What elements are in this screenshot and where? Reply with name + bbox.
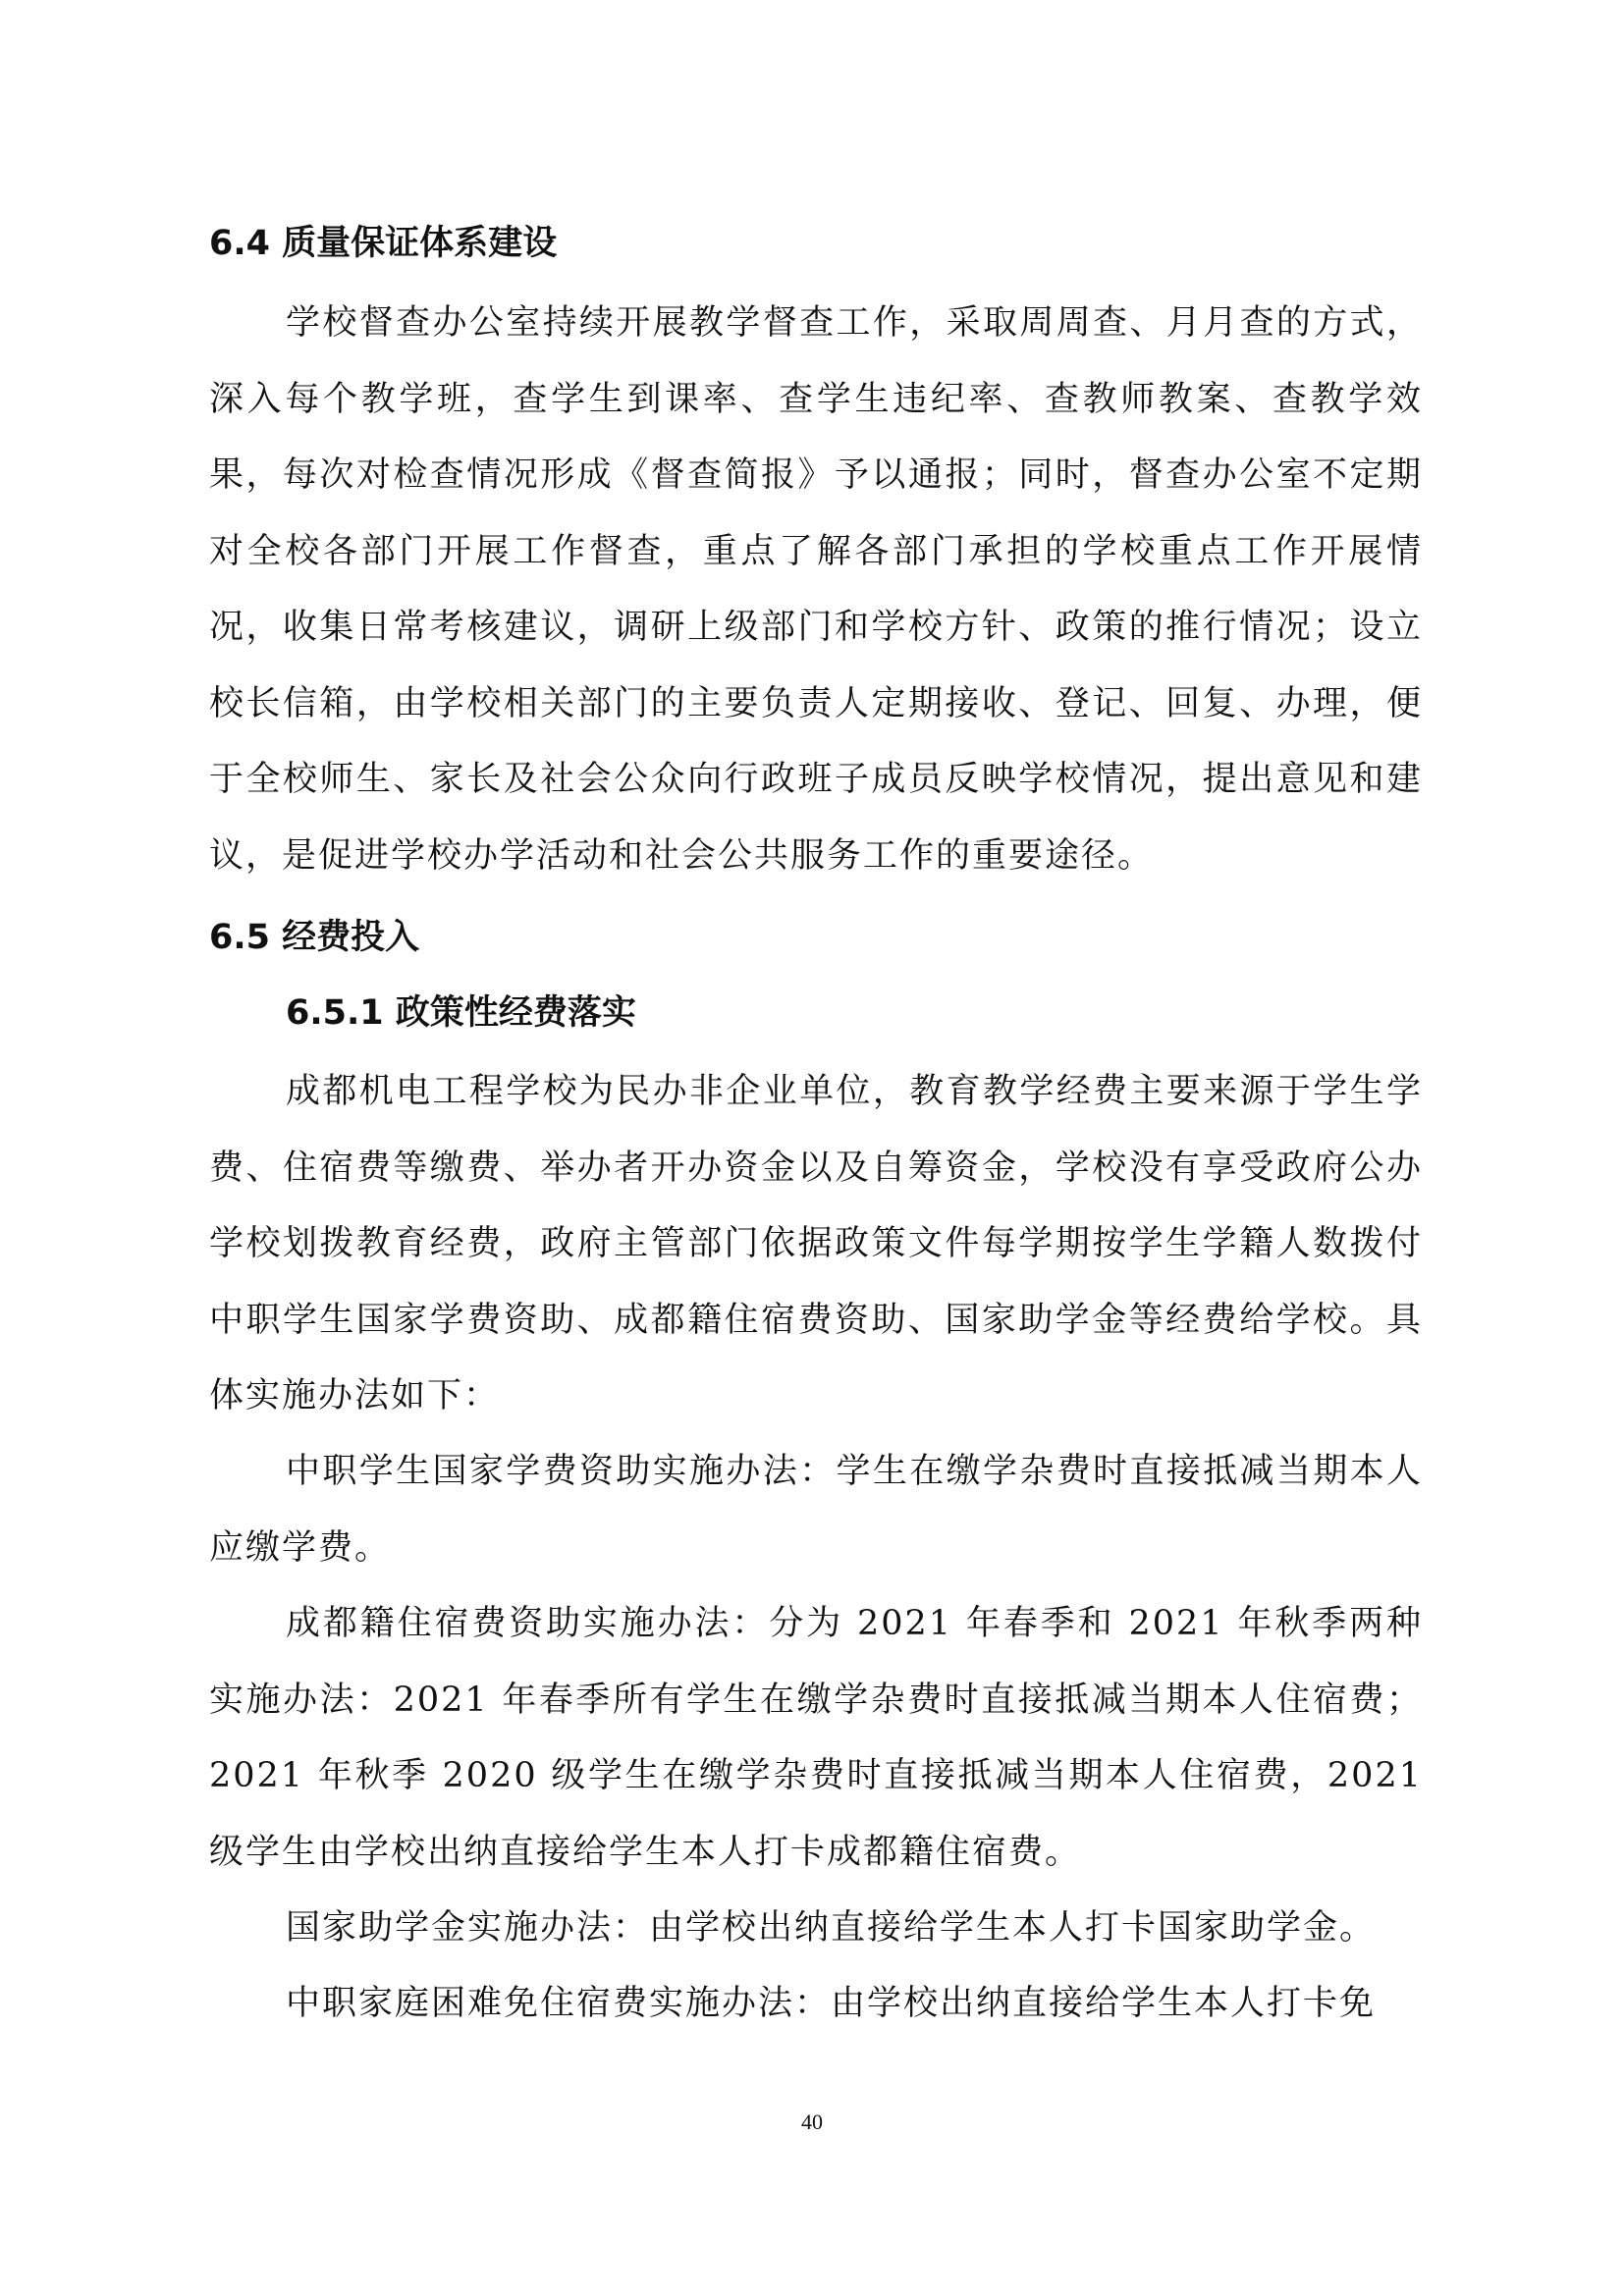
section-heading-6-5: 6.5 经费投入 bbox=[209, 918, 420, 957]
paragraph-poverty-housing: 中职家庭困难免住宿费实施办法：由学校出纳直接给学生本人打卡免 bbox=[286, 1984, 1377, 2023]
paragraph-housing-aid: 成都籍住宿费资助实施办法：分为 2021 年春季和 2021 年秋季两种实施办法：2021 年春季所有学生在缴学杂费时直接抵减当期本人住宿费；2021 年秋季 2020 级学生在缴学杂费时直接抵减当期本人住宿费，2021 级学生由学校出纳直接给学生本人打卡成都籍住宿费。 bbox=[209, 1604, 1423, 1872]
section-heading-6-5-1: 6.5.1 政策性经费落实 bbox=[286, 993, 636, 1033]
paragraph-tuition-aid: 中职学生国家学费资助实施办法：学生在缴学杂费时直接抵减当期本人应缴学费。 bbox=[209, 1452, 1423, 1568]
section-heading-6-4: 6.4 质量保证体系建设 bbox=[209, 224, 558, 263]
page-number: 40 bbox=[801, 2109, 823, 2134]
paragraph-funding-sources: 成都机电工程学校为民办非企业单位，教育教学经费主要来源于学生学费、住宿费等缴费、举办者开办资金以及自筹资金，学校没有享受政府公办学校划拨教育经费，政府主管部门依据政策文件每学期按学生学籍人数拨付中职学生国家学费资助、成都籍住宿费资助、国家助学金等经费给学校。具体实施办法如下： bbox=[209, 1072, 1423, 1415]
paragraph-quality-assurance: 学校督查办公室持续开展教学督查工作，采取周周查、月月查的方式，深入每个教学班，查学生到课率、查学生违纪率、查教师教案、查教学效果，每次对检查情况形成《督查简报》予以通报；同时，督查办公室不定期对全校各部门开展工作督查，重点了解各部门承担的学校重点工作开展情况，收集日常考核建议，调研上级部门和学校方针、政策的推行情况；设立校长信箱，由学校相关部门的主要负责人定期接收、登记、回复、办理，便于全校师生、家长及社会公众向行政班子成员反映学校情况，提出意见和建议，是促进学校办学活动和社会公共服务工作的重要途径。 bbox=[209, 303, 1423, 876]
paragraph-national-grant: 国家助学金实施办法：由学校出纳直接给学生本人打卡国家助学金。 bbox=[286, 1908, 1377, 1948]
